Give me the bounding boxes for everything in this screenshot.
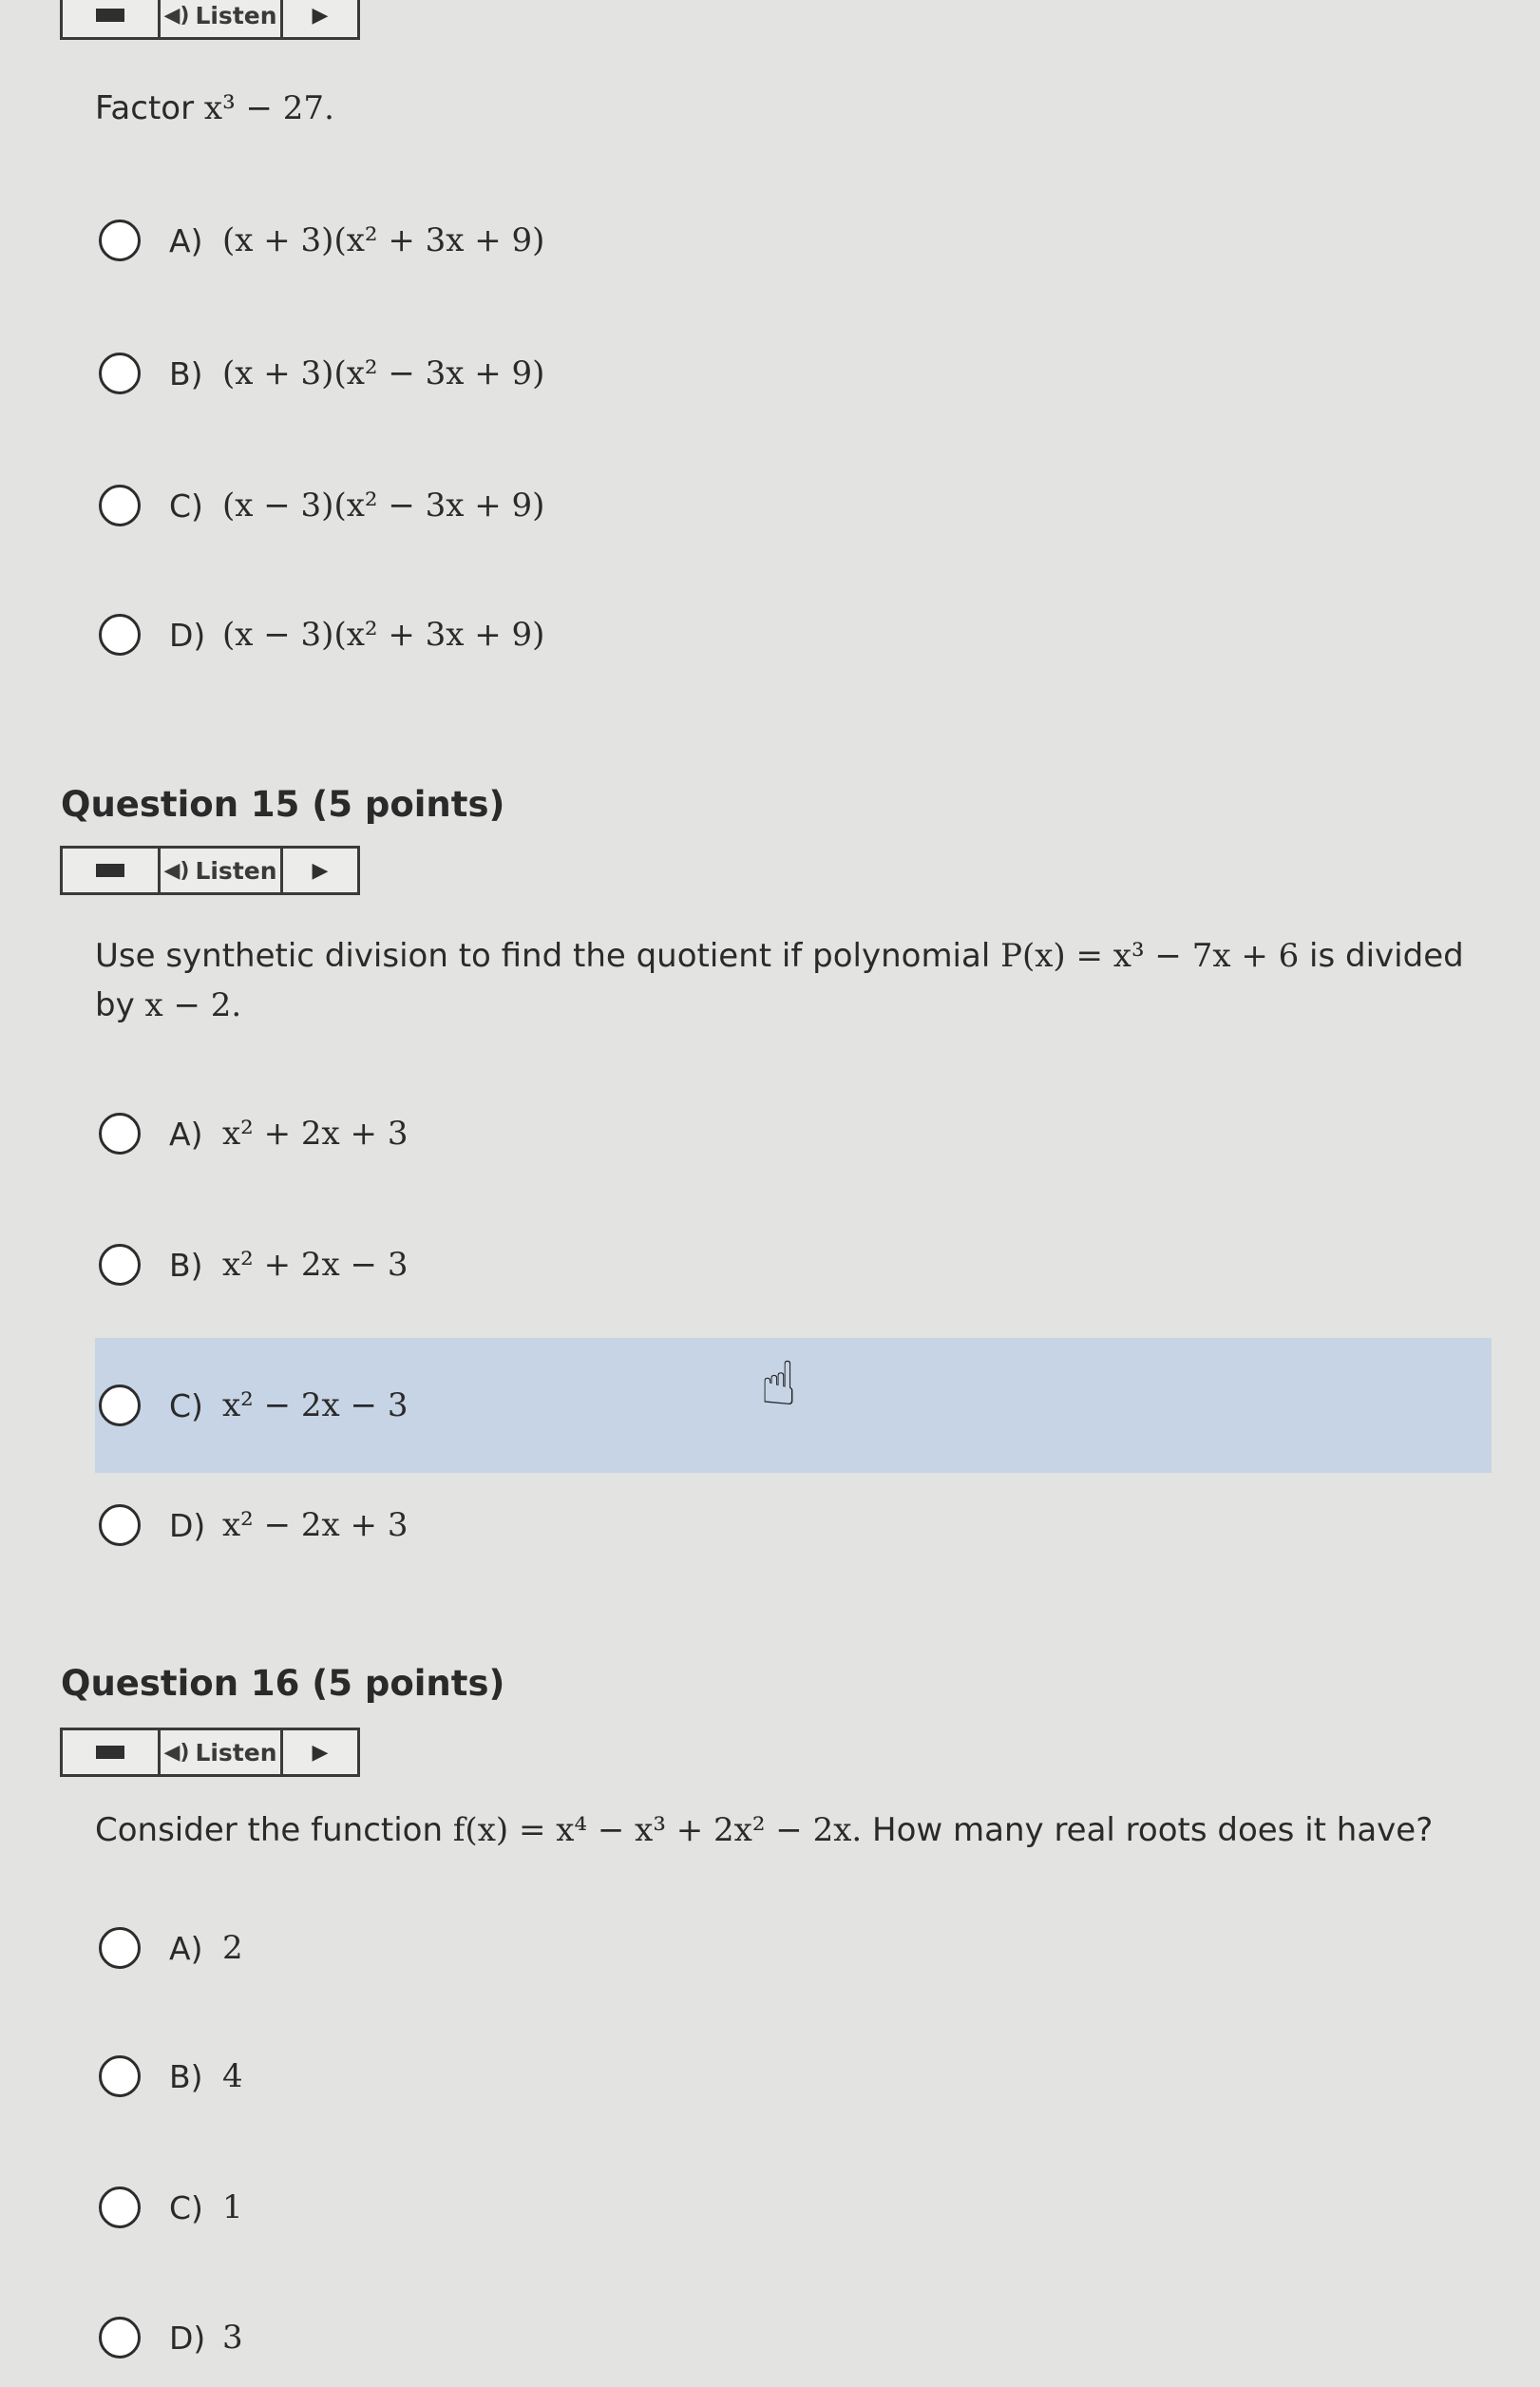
radio-button[interactable] (99, 2186, 141, 2228)
radio-button[interactable] (99, 614, 141, 656)
radio-button[interactable] (99, 1384, 141, 1426)
stop-button[interactable] (63, 0, 161, 37)
radio-button[interactable] (99, 220, 141, 261)
stop-icon (96, 864, 124, 877)
q15-option-b[interactable]: B) x² + 2x − 3 (95, 1232, 408, 1298)
q16-option-b[interactable]: B) 4 (95, 2043, 243, 2110)
radio-button[interactable] (99, 1504, 141, 1546)
q14-option-b[interactable]: B) (x + 3)(x² − 3x + 9) (95, 340, 544, 407)
speaker-icon: ◀) (163, 3, 190, 28)
stop-button[interactable] (63, 849, 161, 892)
q15-option-c[interactable]: C) x² − 2x − 3 (95, 1338, 1492, 1473)
speaker-icon: ◀) (163, 1740, 190, 1765)
stop-icon (96, 1746, 124, 1759)
play-button[interactable] (283, 849, 357, 892)
radio-button[interactable] (99, 2317, 141, 2358)
listen-bar-q14 (60, 0, 360, 40)
play-button[interactable] (283, 0, 357, 37)
radio-button[interactable] (99, 2055, 141, 2097)
listen-button[interactable] (161, 1730, 283, 1774)
listen-label: Listen (195, 856, 277, 885)
speaker-icon: ◀) (163, 858, 190, 883)
listen-bar-q15 (60, 846, 360, 895)
listen-button[interactable] (161, 849, 283, 892)
stop-icon (96, 9, 124, 22)
stop-button[interactable] (63, 1730, 161, 1774)
listen-bar-q16 (60, 1728, 360, 1777)
q14-option-d[interactable]: D) (x − 3)(x² + 3x + 9) (95, 602, 544, 668)
question-15-stem-line-2: by x − 2. (95, 986, 242, 1024)
radio-button[interactable] (99, 1927, 141, 1969)
question-16-title: Question 16 (5 points) (61, 1663, 505, 1704)
hand-cursor-icon: ☝ (760, 1349, 797, 1420)
question-16-stem: Consider the function f(x) = x⁴ − x³ + 2x² − 2x. How many real roots does it have? (95, 1811, 1434, 1849)
q15-option-a[interactable]: A) x² + 2x + 3 (95, 1100, 408, 1167)
q15-option-d[interactable]: D) x² − 2x + 3 (95, 1492, 408, 1558)
listen-label: Listen (195, 1738, 277, 1766)
q16-option-a[interactable]: A) 2 (95, 1915, 243, 1981)
play-icon: ▶ (312, 858, 329, 883)
question-15-stem-line-1: Use synthetic division to find the quotient if polynomial P(x) = x³ − 7x + 6 is divided (95, 937, 1464, 975)
radio-button[interactable] (99, 353, 141, 394)
question-14-stem: Factor x³ − 27. (95, 89, 334, 127)
q16-option-d[interactable]: D) 3 (95, 2304, 243, 2371)
question-15-title: Question 15 (5 points) (61, 784, 505, 825)
radio-button[interactable] (99, 1113, 141, 1155)
listen-button[interactable] (161, 0, 283, 37)
play-icon: ▶ (312, 3, 329, 28)
radio-button[interactable] (99, 1244, 141, 1286)
q16-option-c[interactable]: C) 1 (95, 2174, 243, 2241)
listen-label: Listen (195, 1, 277, 29)
q14-option-c[interactable]: C) (x − 3)(x² − 3x + 9) (95, 472, 544, 539)
q14-option-a[interactable]: A) (x + 3)(x² + 3x + 9) (95, 207, 544, 274)
play-icon: ▶ (312, 1740, 329, 1765)
radio-button[interactable] (99, 485, 141, 526)
play-button[interactable] (283, 1730, 357, 1774)
